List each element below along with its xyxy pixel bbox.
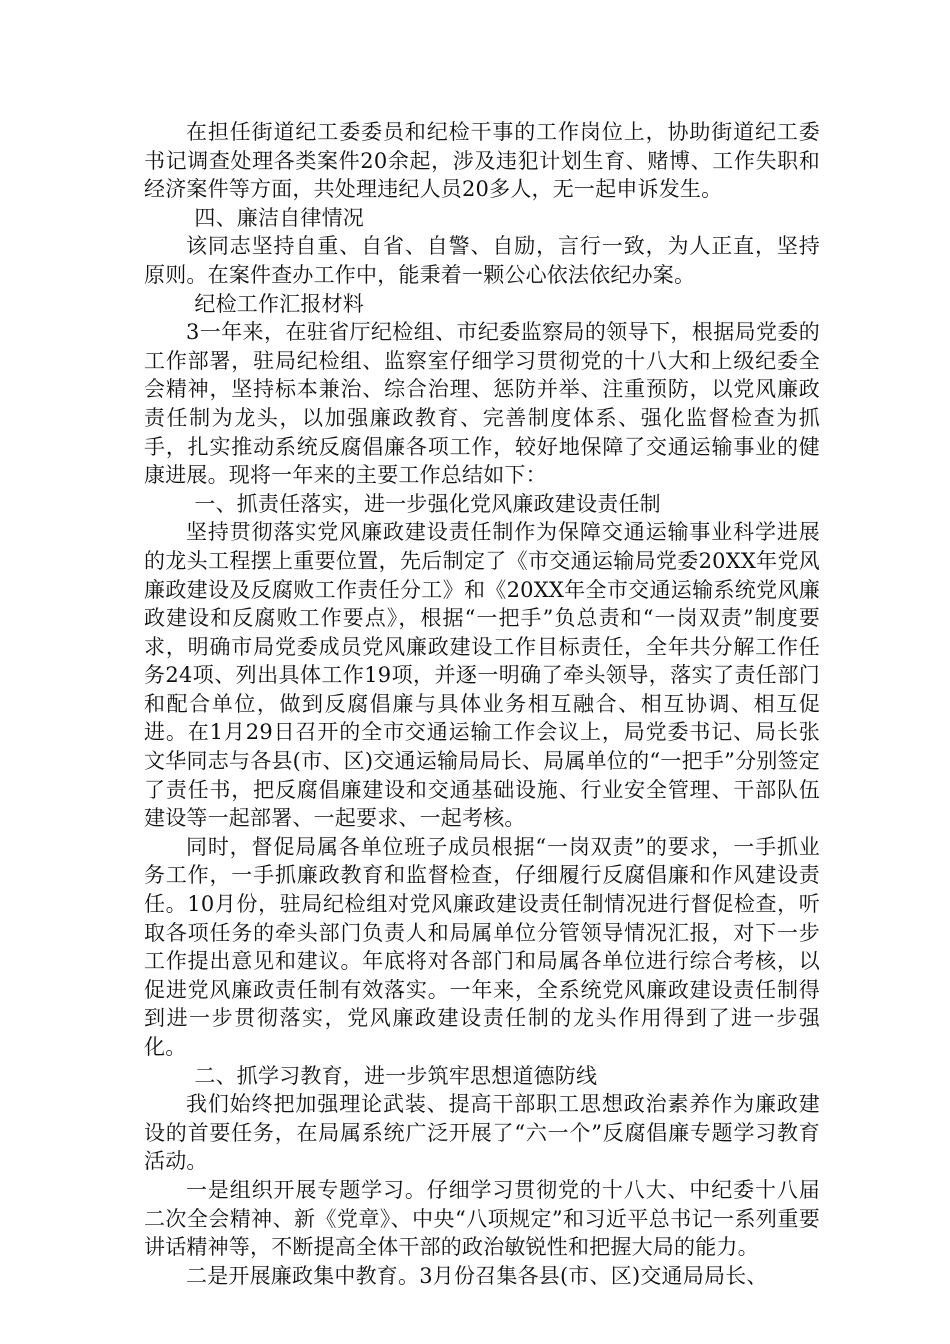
paragraph-integrity: 该同志坚持自重、自省、自警、自励，言行一致，为人正直，坚持原则。在案件查办工作中，能秉着一颗公心依法依纪办案。 xyxy=(144,234,820,287)
heading-section-two: 二、抓学习教育，进一步筑牢思想道德防线 xyxy=(194,1063,598,1088)
paragraph-report-intro: 3一年来，在驻省厅纪检组、市纪委监察局的领导下，根据局党委的工作部署，驻局纪检组、监察室仔细学习贯彻党的十八大和上级纪委全会精神，坚持标本兼治、综合治理、惩防并举、注重预防，以党风廉政责任制为龙头，以加强廉政教育、完善制度体系、强化监督检查为抓手，扎实推动系统反腐倡廉各项工作，较好地保障了交通运输事业的健康进展。现将一年来的主要工作总结如下： xyxy=(144,320,820,488)
paragraph-case-handling: 在担任街道纪工委委员和纪检干事的工作岗位上，协助街道纪工委书记调查处理各类案件20余起，涉及违犯计划生育、赌博、工作失职和经济案件等方面，共处理违纪人员20多人，无一起申诉发生。 xyxy=(144,120,820,202)
paragraph-study-two: 二是开展廉政集中教育。3月份召集各县(市、区)交通局局长、 xyxy=(186,1263,768,1288)
paragraph-responsibility: 坚持贯彻落实党风廉政建设责任制作为保障交通运输事业科学进展的龙头工程摆上重要位置，先后制定了《市交通运输局党委20XX年党风廉政建设及反腐败工作责任分工》和《20XX年全市交通运输系统党风廉政建设和反腐败工作要点》，根据“一把手”负总责和“一岗双责”制度要求，明确市局党委成员党风廉政建设工作目标责任，全年共分解工作任务24项、列出具体工作19项，并逐一明确了牵头领导，落实了责任部门和配合单位，做到反腐倡廉与具体业务相互融合、相互协调、相互促进。在1月29日召开的全市交通运输工作会议上，局党委书记、局长张文华同志与各县(市、区)交通运输局局长、局属单位的“一把手”分别签定了责任书，把反腐倡廉建设和交通基础设施、行业安全管理、干部队伍建设等一起部署、一起要求、一起考核。 xyxy=(144,520,820,831)
heading-report-title: 纪检工作汇报材料 xyxy=(194,291,364,316)
paragraph-study-intro: 我们始终把加强理论武装、提高干部职工思想政治素养作为廉政建设的首要任务，在局属系统广泛开展了“六一个”反腐倡廉专题学习教育活动。 xyxy=(144,1092,820,1174)
paragraph-supervision: 同时，督促局属各单位班子成员根据“一岗双责”的要求，一手抓业务工作，一手抓廉政教育和监督检查，仔细履行反腐倡廉和作风建设责任。10月份，驻局纪检组对党风廉政建设责任制情况进行督促检查，听取各项任务的牵头部门负责人和局属单位分管领导情况汇报，对下一步工作提出意见和建议。年底将对各部门和局属各单位进行综合考核，以促进党风廉政责任制有效落实。一年来，全系统党风廉政建设责任制得到进一步贯彻落实，党风廉政建设责任制的龙头作用得到了进一步强化。 xyxy=(144,834,820,1059)
document-page xyxy=(144,118,820,1290)
heading-section-one: 一、抓责任落实，进一步强化党风廉政建设责任制 xyxy=(194,491,661,516)
heading-integrity: 四、廉洁自律情况 xyxy=(194,205,364,230)
paragraph-study-one: 一是组织开展专题学习。仔细学习贯彻党的十八大、中纪委十八届二次全会精神、新《党章》、中央“八项规定”和习近平总书记一系列重要讲话精神等，不断提高全体干部的政治敏锐性和把握大局的能力。 xyxy=(144,1177,820,1260)
